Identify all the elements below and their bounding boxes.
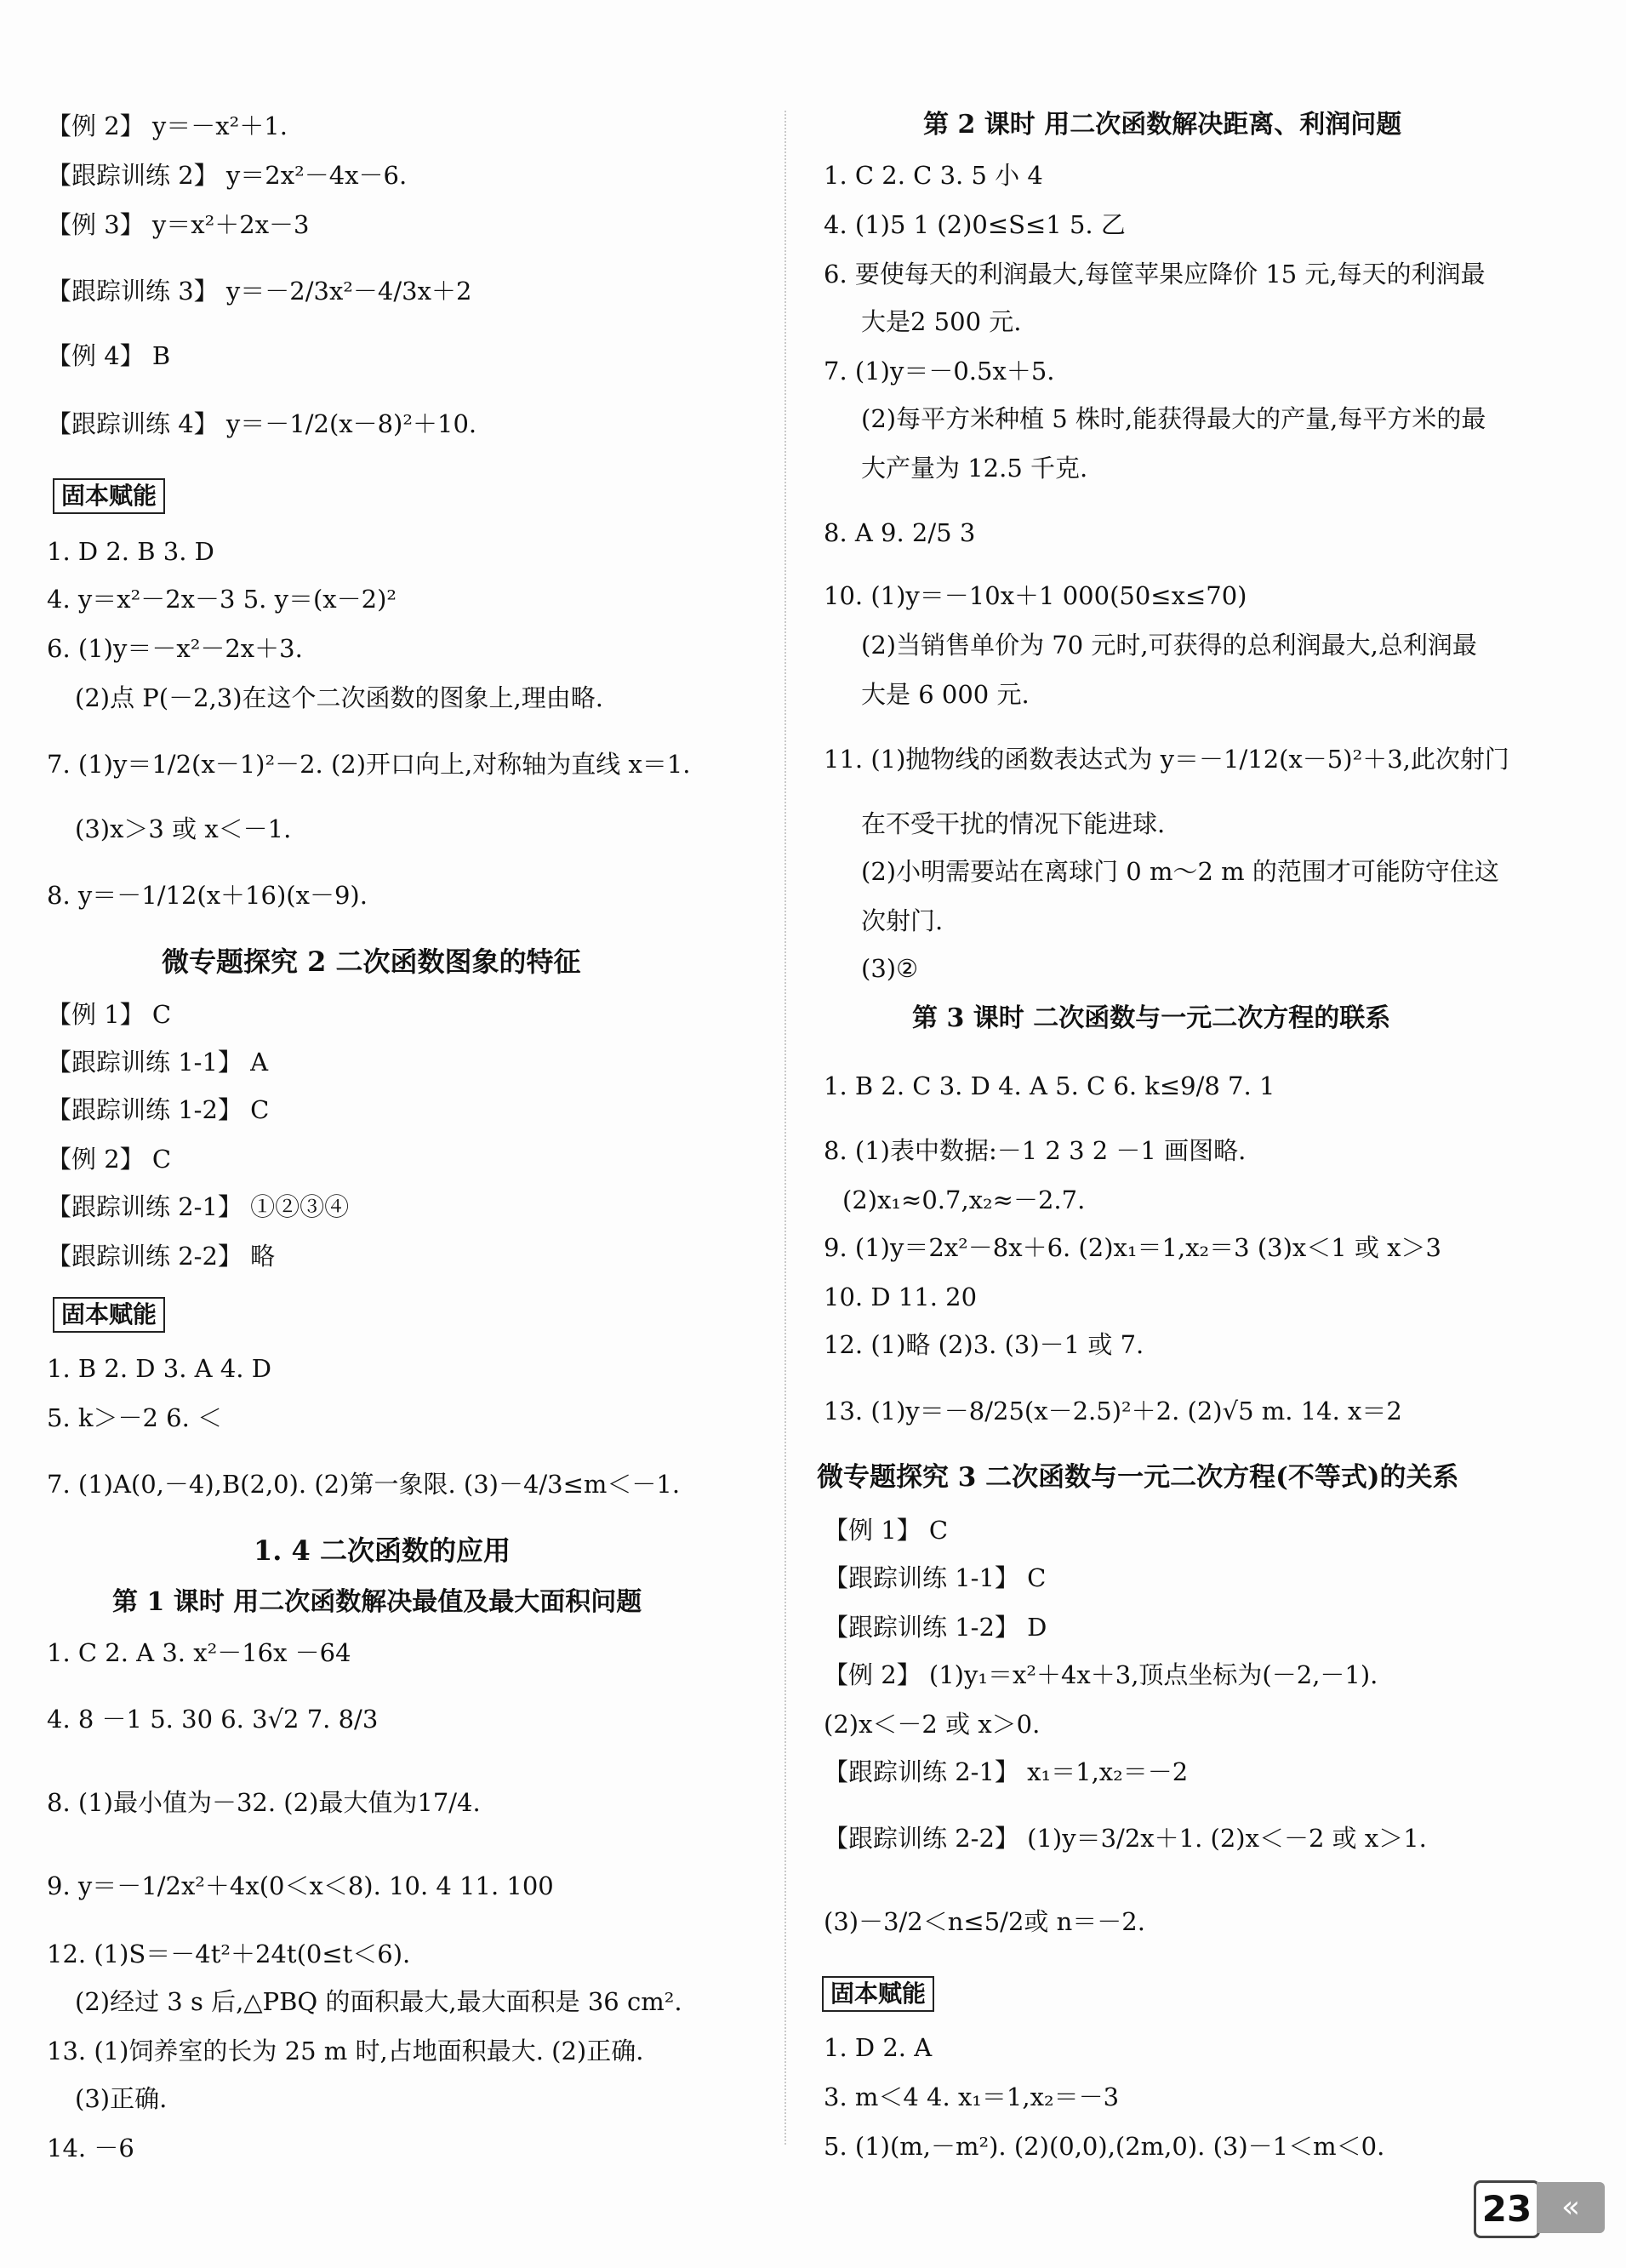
left-line-21: 5. k＞－2 6. ＜ bbox=[47, 1403, 223, 1432]
left-line-4: 【跟踪训练 3】 y＝－2/3x²－4/3x＋2 bbox=[47, 277, 472, 306]
left-line-6: 【跟踪训练 4】 y＝－1/2(x－8)²＋10. bbox=[47, 409, 477, 438]
left-line-25: 8. (1)最小值为－32. (2)最大值为17/4. bbox=[47, 1788, 481, 1817]
column-divider bbox=[784, 111, 786, 2145]
left-line-22: 7. (1)A(0,－4),B(2,0). (2)第一象限. (3)－4/3≤m＜－1. bbox=[47, 1470, 681, 1499]
left-line-13: 8. y＝－1/12(x＋16)(x－9). bbox=[47, 881, 368, 910]
left-line-8: 4. y＝x²－2x－3 5. y＝(x－2)² bbox=[47, 585, 397, 614]
left-line-1: 【例 2】 y＝－x²＋1. bbox=[47, 111, 288, 140]
left-line-7: 1. D 2. B 3. D bbox=[47, 537, 214, 566]
right-line-22: 12. (1)略 (2)3. (3)－1 或 7. bbox=[824, 1330, 1144, 1359]
right-line-12: 11. (1)抛物线的函数表达式为 y＝－1/12(x－5)²＋3,此次射门 bbox=[824, 745, 1509, 774]
left-line-28: (2)经过 3 s 后,△PBQ 的面积最大,最大面积是 36 cm². bbox=[75, 1987, 682, 2016]
right-line-7: 大产量为 12.5 千克. bbox=[861, 454, 1088, 483]
right-line-19: (2)x₁≈0.7,x₂≈－2.7. bbox=[842, 1185, 1086, 1214]
left-line-11: 7. (1)y＝1/2(x－1)²－2. (2)开口向上,对称轴为直线 x＝1. bbox=[47, 750, 691, 779]
right-line-33: 3. m＜4 4. x₁＝1,x₂＝－3 bbox=[824, 2082, 1120, 2111]
right-line-18: 8. (1)表中数据:－1 2 3 2 －1 画图略. bbox=[824, 1136, 1247, 1165]
left-line-18: 【跟踪训练 2-1】 ①②③④ bbox=[47, 1192, 350, 1221]
left-line-12: (3)x＞3 或 x＜－1. bbox=[75, 814, 292, 843]
left-line-31: 14. －6 bbox=[47, 2134, 134, 2162]
left-line-23: 1. C 2. A 3. x²－16x －64 bbox=[47, 1638, 351, 1667]
right-line-8: 8. A 9. 2/5 3 bbox=[824, 518, 976, 547]
section-title-micro-3: 微专题探究 3 二次函数与一元二次方程(不等式)的关系 bbox=[817, 1462, 1459, 1493]
section-box-1: 固本赋能 bbox=[53, 478, 165, 514]
right-line-14: (2)小明需要站在离球门 0 m～2 m 的范围才可能防守住这 bbox=[861, 857, 1499, 886]
right-line-5: 7. (1)y＝－0.5x＋5. bbox=[824, 357, 1055, 386]
right-line-2: 4. (1)5 1 (2)0≤S≤1 5. 乙 bbox=[824, 210, 1126, 239]
right-line-23: 13. (1)y＝－8/25(x－2.5)²＋2. (2)√5 m. 14. x＝2 bbox=[824, 1397, 1402, 1425]
left-line-17: 【例 2】 C bbox=[47, 1145, 172, 1174]
right-line-34: 5. (1)(m,－m²). (2)(0,0),(2m,0). (3)－1＜m＜0. bbox=[824, 2132, 1385, 2161]
page-number: 23 bbox=[1474, 2180, 1540, 2238]
left-line-16: 【跟踪训练 1-2】 C bbox=[47, 1095, 270, 1124]
right-line-30: 【跟踪训练 2-2】 (1)y＝3/2x＋1. (2)x＜－2 或 x＞1. bbox=[824, 1824, 1427, 1853]
section-title-1-4: 1. 4 二次函数的应用 bbox=[254, 1534, 511, 1567]
left-line-29: 13. (1)饲养室的长为 25 m 时,占地面积最大. (2)正确. bbox=[47, 2037, 644, 2065]
right-line-15: 次射门. bbox=[861, 906, 944, 935]
right-line-16: (3)② bbox=[861, 954, 919, 983]
right-line-1: 1. C 2. C 3. 5 小 4 bbox=[824, 161, 1043, 190]
left-line-3: 【例 3】 y＝x²＋2x－3 bbox=[47, 210, 310, 239]
left-line-5: 【例 4】 B bbox=[47, 341, 171, 370]
lesson-title-3: 第 3 课时 二次函数与一元二次方程的联系 bbox=[912, 1003, 1391, 1033]
right-line-29: 【跟踪训练 2-1】 x₁＝1,x₂＝－2 bbox=[824, 1757, 1189, 1786]
lesson-title-2: 第 2 课时 用二次函数解决距离、利润问题 bbox=[923, 110, 1402, 140]
left-line-2: 【跟踪训练 2】 y＝2x²－4x－6. bbox=[47, 161, 408, 190]
section-title-micro-2: 微专题探究 2 二次函数图象的特征 bbox=[162, 945, 581, 978]
lesson-title-1: 第 1 课时 用二次函数解决最值及最大面积问题 bbox=[112, 1587, 642, 1617]
left-line-14: 【例 1】 C bbox=[47, 1000, 172, 1029]
right-line-24: 【例 1】 C bbox=[824, 1516, 949, 1545]
page-back-icon[interactable]: « bbox=[1537, 2182, 1605, 2233]
right-line-32: 1. D 2. A bbox=[824, 2033, 933, 2062]
right-line-17: 1. B 2. C 3. D 4. A 5. C 6. k≤9/8 7. 1 bbox=[824, 1071, 1275, 1100]
section-box-3: 固本赋能 bbox=[822, 1976, 934, 2012]
left-line-19: 【跟踪训练 2-2】 略 bbox=[47, 1242, 276, 1271]
left-line-24: 4. 8 －1 5. 30 6. 3√2 7. 8/3 bbox=[47, 1705, 379, 1734]
left-line-15: 【跟踪训练 1-1】 A bbox=[47, 1048, 269, 1077]
left-line-9: 6. (1)y＝－x²－2x＋3. bbox=[47, 634, 303, 663]
right-line-4: 大是2 500 元. bbox=[861, 307, 1022, 336]
right-line-3: 6. 要使每天的利润最大,每筐苹果应降价 15 元,每天的利润最 bbox=[824, 260, 1486, 288]
right-line-6: (2)每平方米种植 5 株时,能获得最大的产量,每平方米的最 bbox=[861, 404, 1486, 433]
right-line-27: 【例 2】 (1)y₁＝x²＋4x＋3,顶点坐标为(－2,－1). bbox=[824, 1660, 1378, 1689]
right-line-11: 大是 6 000 元. bbox=[861, 680, 1030, 709]
left-line-26: 9. y＝－1/2x²＋4x(0＜x＜8). 10. 4 11. 100 bbox=[47, 1871, 554, 1900]
left-line-20: 1. B 2. D 3. A 4. D bbox=[47, 1354, 271, 1383]
right-line-9: 10. (1)y＝－10x＋1 000(50≤x≤70) bbox=[824, 581, 1247, 610]
right-line-21: 10. D 11. 20 bbox=[824, 1283, 978, 1311]
right-line-25: 【跟踪训练 1-1】 C bbox=[824, 1563, 1047, 1592]
left-line-30: (3)正确. bbox=[75, 2084, 168, 2113]
right-line-20: 9. (1)y＝2x²－8x＋6. (2)x₁＝1,x₂＝3 (3)x＜1 或 x＞3 bbox=[824, 1233, 1441, 1262]
right-line-26: 【跟踪训练 1-2】 D bbox=[824, 1613, 1047, 1642]
right-line-28: (2)x＜－2 或 x＞0. bbox=[824, 1710, 1041, 1739]
left-line-10: (2)点 P(－2,3)在这个二次函数的图象上,理由略. bbox=[75, 683, 603, 712]
right-line-31: (3)－3/2＜n≤5/2或 n＝－2. bbox=[824, 1907, 1145, 1936]
left-line-27: 12. (1)S＝－4t²＋24t(0≤t＜6). bbox=[47, 1940, 411, 1968]
right-line-13: 在不受干扰的情况下能进球. bbox=[861, 809, 1166, 838]
section-box-2: 固本赋能 bbox=[53, 1297, 165, 1333]
right-line-10: (2)当销售单价为 70 元时,可获得的总利润最大,总利润最 bbox=[861, 631, 1477, 660]
